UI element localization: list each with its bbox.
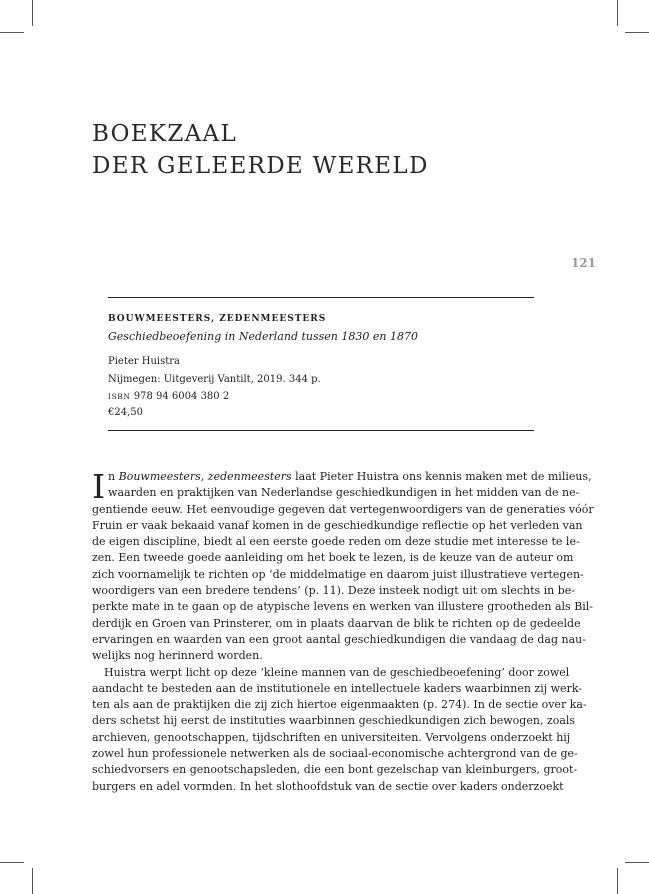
- text-line: welijks nog herinnerd worden.: [92, 649, 263, 663]
- book-title: BOUWMEESTERS, ZEDENMEESTERS: [108, 314, 327, 324]
- text-line: ten als aan de praktijken die zij zich hiertoe eigenmaakten (p. 274). In de sectie over ka-: [92, 698, 587, 712]
- text-line: Huistra werpt licht op deze ‘kleine mannen van de geschiedbeoefening’ door zowel: [104, 665, 570, 679]
- crop-mark-right-bottom: [625, 862, 649, 863]
- review-body: [92, 467, 594, 795]
- section-title-line-1: BOEKZAAL: [92, 121, 238, 147]
- crop-mark-right-top: [625, 32, 649, 33]
- paragraph-2: [92, 665, 587, 795]
- text-line: aandacht te besteden aan de institutionele en intellectuele kaders waarbinnen zij werk-: [92, 681, 583, 695]
- text-line: gentiende eeuw. Het eenvoudige gegeven dat vertegenwoordigers van de generaties vóór: [92, 502, 594, 516]
- text-line: derdijk en Groen van Prinsterer, om in plaats daarvan de blik te richten op de gedeelde: [92, 616, 581, 630]
- book-price: €24,50: [108, 407, 143, 418]
- text-line: zen. Een tweede goede aanleiding om het boek te lezen, is de keuze van de auteur om: [92, 551, 574, 565]
- section-title: [92, 118, 429, 182]
- text-line: zich voornamelijk te richten op ‘de middelmatige en daarom juist illustratieve vertegen-: [92, 567, 584, 581]
- text-line: woordigers van een bredere tendens’ (p. 11). Deze insteek nodigt uit om slechts in be-: [92, 584, 576, 598]
- text-line: waarden en praktijken van Nederlandse geschiedkundigen in het midden van de ne-: [108, 486, 580, 500]
- drop-cap: I: [92, 467, 106, 506]
- text-line: de eigen discipline, biedt al een eerste goede reden om deze studie met interesse te le-: [92, 535, 580, 549]
- section-title-line-2: DER GELEERDE WERELD: [92, 153, 429, 179]
- book-isbn: [108, 391, 229, 402]
- isbn-label: ISBN: [108, 392, 131, 401]
- book-title-italic: Bouwmeesters, zedenmeesters: [118, 470, 292, 483]
- paragraph-1: [92, 467, 594, 665]
- text-line: archieven, genootschappen, tijdschriften en universiteiten. Vervolgens onderzoekt hij: [92, 730, 571, 744]
- text-line: n Bouwmeesters, zedenmeesters laat Pieter Huistra ons kennis maken met de milieus,: [108, 470, 592, 483]
- text-line: ervaringen en waarden van een groot aantal geschiedkundigen die vandaag de dag nau-: [92, 632, 586, 646]
- crop-mark-top-right: [617, 0, 618, 26]
- crop-mark-left-bottom: [0, 862, 24, 863]
- book-publisher: Nijmegen: Uitgeverij Vantilt, 2019. 344 p.: [108, 374, 321, 385]
- bottom-rule: [108, 430, 534, 431]
- text-line: Fruin er vaak bekaaid vanaf komen in de geschiedkundige reflectie op het verleden van: [92, 518, 583, 532]
- crop-mark-bottom-right: [617, 868, 618, 894]
- crop-mark-bottom-left: [32, 868, 33, 894]
- text-line: burgers en adel vormden. In het slothoofdstuk van de sectie over kaders onderzoekt: [92, 779, 564, 793]
- text-line: schiedvorsers en genootschapsleden, die een bont gezelschap van kleinburgers, groot-: [92, 763, 578, 777]
- book-author: Pieter Huistra: [108, 356, 180, 367]
- top-rule: [108, 297, 534, 298]
- page-number: 121: [570, 256, 596, 270]
- text-line: ders schetst hij eerst de instituties waarbinnen geschiedkundigen zich bewogen, zoals: [92, 714, 576, 728]
- crop-mark-top-left: [32, 0, 33, 26]
- book-subtitle: Geschiedbeoefening in Nederland tussen 1830 en 1870: [108, 330, 418, 343]
- crop-mark-left-top: [0, 32, 24, 33]
- isbn-value: 978 94 6004 380 2: [133, 391, 230, 402]
- text-line: zowel hun professionele netwerken als de sociaal-economische achtergrond van de ge-: [92, 747, 578, 761]
- text-line: perkte mate in te gaan op de atypische levens en werken van illustere grootheden als Bil-: [92, 600, 594, 614]
